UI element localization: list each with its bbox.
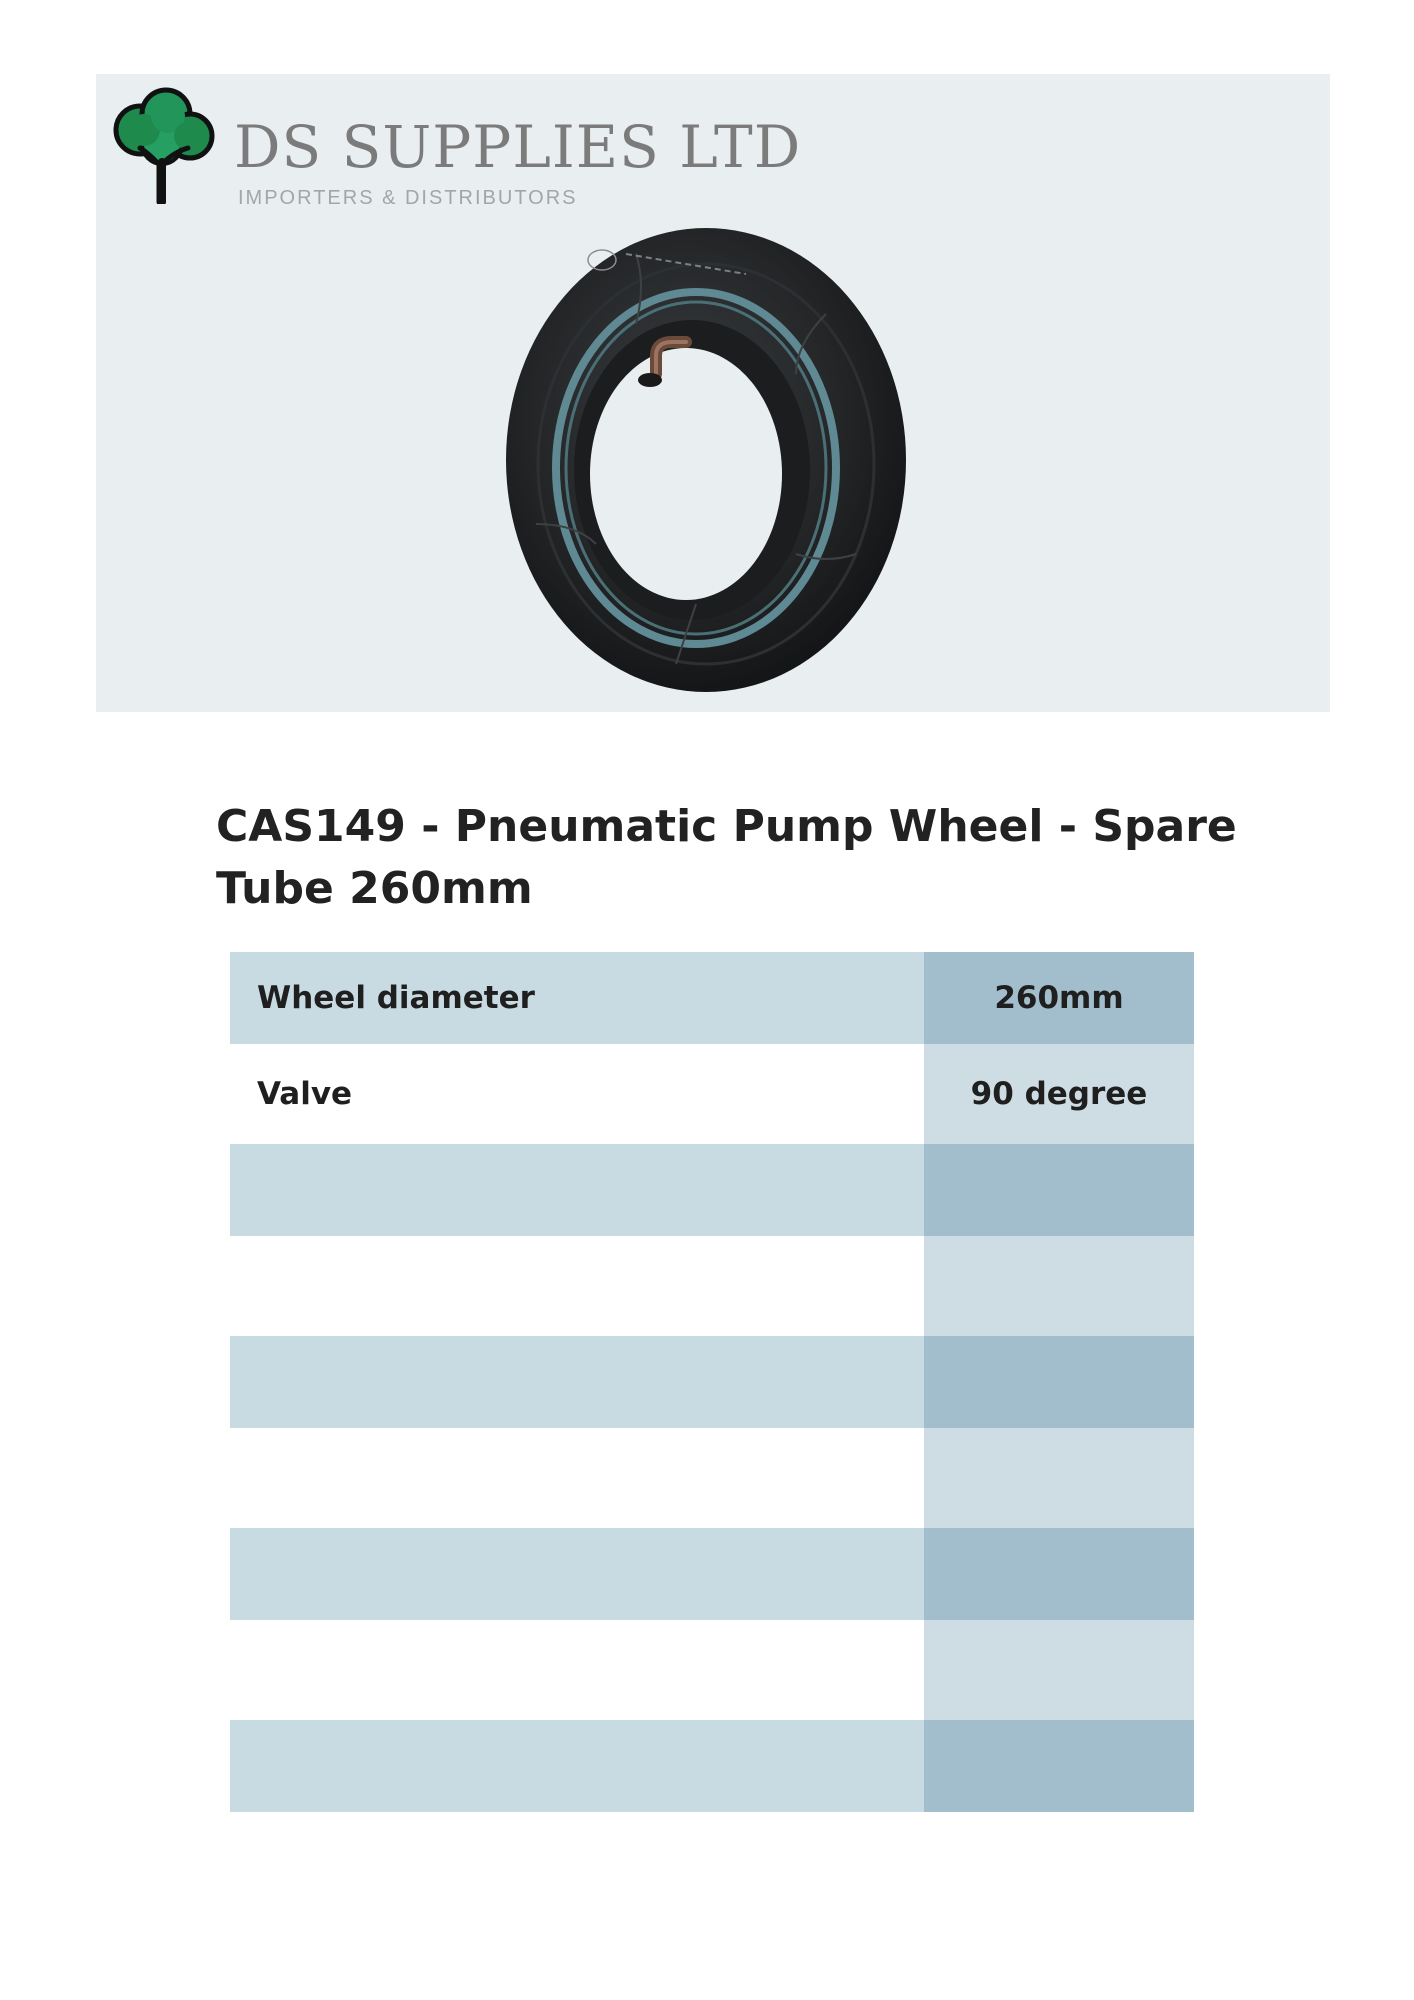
table-row [230,1620,1194,1720]
company-name: DS SUPPLIES LTD [234,113,802,181]
spec-label: Wheel diameter [230,952,924,1044]
table-row [230,1144,1194,1236]
spec-value: 260mm [924,952,1194,1044]
spec-label [230,1620,924,1720]
spec-value [924,1236,1194,1336]
spec-label [230,1528,924,1620]
spec-value [924,1720,1194,1812]
spec-label: Valve [230,1044,924,1144]
inner-tube-image [496,224,936,704]
spec-value [924,1144,1194,1236]
specifications-table [230,952,1194,1812]
tree-logo-icon [110,84,215,204]
table-row [230,1428,1194,1528]
spec-label [230,1144,924,1236]
spec-label [230,1720,924,1812]
spec-value: 90 degree [924,1044,1194,1144]
spec-label [230,1336,924,1428]
spec-value [924,1620,1194,1720]
table-row [230,1528,1194,1620]
table-row [230,952,1194,1044]
product-hero-panel [96,74,1330,712]
table-row [230,1236,1194,1336]
company-tagline: IMPORTERS & DISTRIBUTORS [238,187,578,209]
spec-value [924,1428,1194,1528]
product-title: CAS149 - Pneumatic Pump Wheel - Spare Tube 260mm [216,801,1237,914]
company-logo [110,84,810,214]
spec-label [230,1428,924,1528]
spec-value [924,1528,1194,1620]
table-row [230,1044,1194,1144]
table-row [230,1720,1194,1812]
table-row [230,1336,1194,1428]
spec-value [924,1336,1194,1428]
spec-label [230,1236,924,1336]
